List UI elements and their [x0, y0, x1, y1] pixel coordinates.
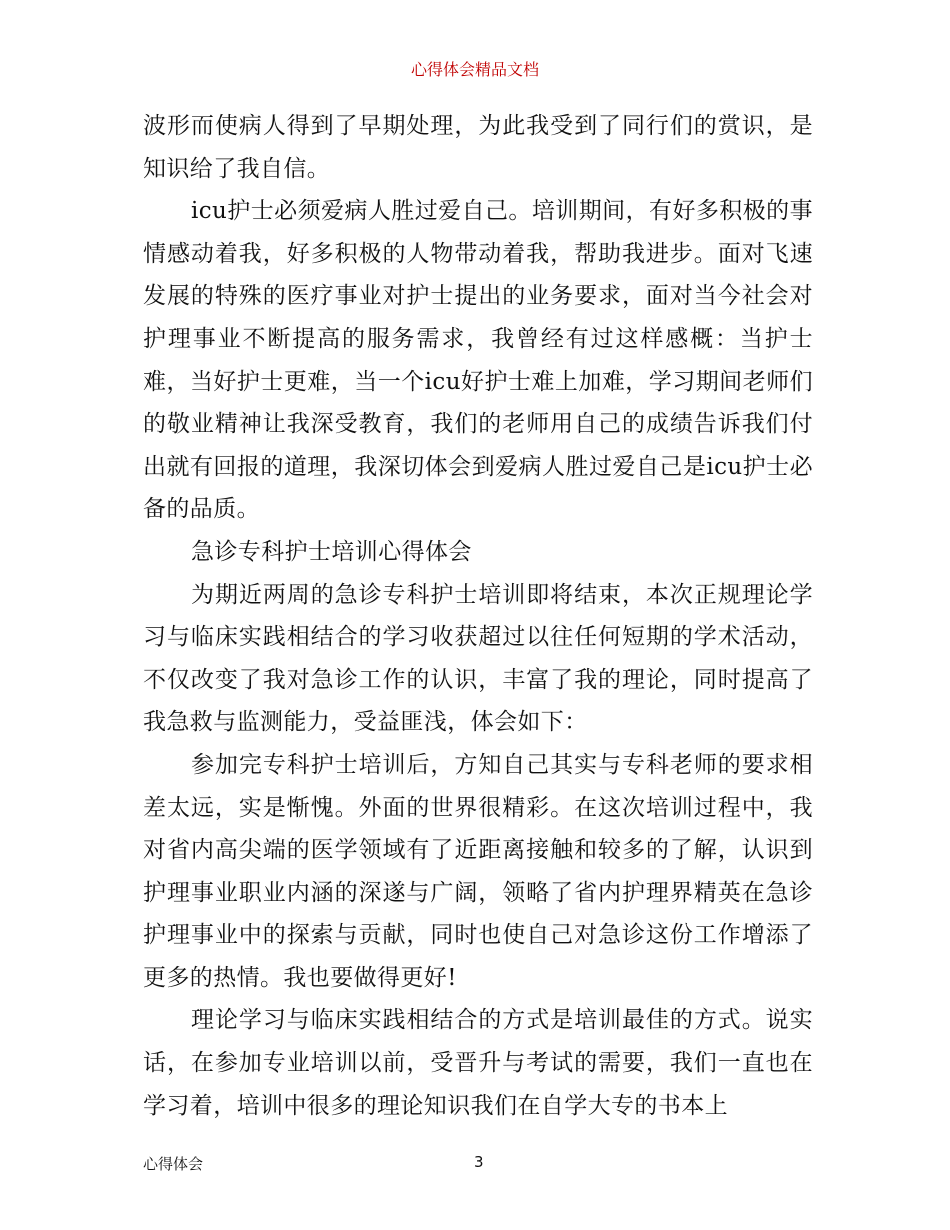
paragraph-training-reflection: 参加完专科护士培训后，方知自己其实与专科老师的要求相差太远，实是惭愧。外面的世界很精彩。在这次培训过程中，我对省内高尖端的医学领域有了近距离接触和较多的了解，认识到护理事业职业内涵的深遂与广阔，领略了省内护理界精英在急诊护理事业中的探索与贡献，同时也使自己对急诊这份工作增添了更多的热情。我也要做得更好!	[143, 751, 813, 991]
paragraph-training-intro: 为期近两周的急诊专科护士培训即将结束，本次正规理论学习与临床实践相结合的学习收获超过以往任何短期的学术活动，不仅改变了我对急诊工作的认识，丰富了我的理论，同时提高了我急救与监测能力，受益匪浅，体会如下：	[143, 581, 813, 736]
page-header-title: 心得体会精品文档	[410, 60, 539, 79]
page-footer	[143, 1153, 813, 1173]
document-body	[143, 105, 813, 1127]
section-heading: 急诊专科护士培训心得体会	[191, 538, 472, 565]
page-number: 3	[474, 1153, 484, 1171]
paragraph-continuation: 波形而使病人得到了早期处理，为此我受到了同行们的赏识，是知识给了我自信。	[143, 113, 813, 182]
footer-label: 心得体会	[143, 1155, 204, 1173]
paragraph-theory-practice: 理论学习与临床实践相结合的方式是培训最佳的方式。说实话，在参加专业培训以前，受晋升与考试的需要，我们一直也在学习着，培训中很多的理论知识我们在自学大专的书本上	[143, 1007, 813, 1119]
paragraph-icu-nurse: icu护士必须爱病人胜过爱自己。培训期间，有好多积极的事情感动着我，好多积极的人物带动着我，帮助我进步。面对飞速发展的特殊的医疗事业对护士提出的业务要求，面对当今社会对护理事业不断提高的服务需求，我曾经有过这样感概：当护士难，当好护士更难，当一个icu好护士难上加难，学习期间老师们的敬业精神让我深受教育，我们的老师用自己的成绩告诉我们付出就有回报的道理，我深切体会到爱病人胜过爱自己是icu护士必备的品质。	[143, 198, 813, 523]
